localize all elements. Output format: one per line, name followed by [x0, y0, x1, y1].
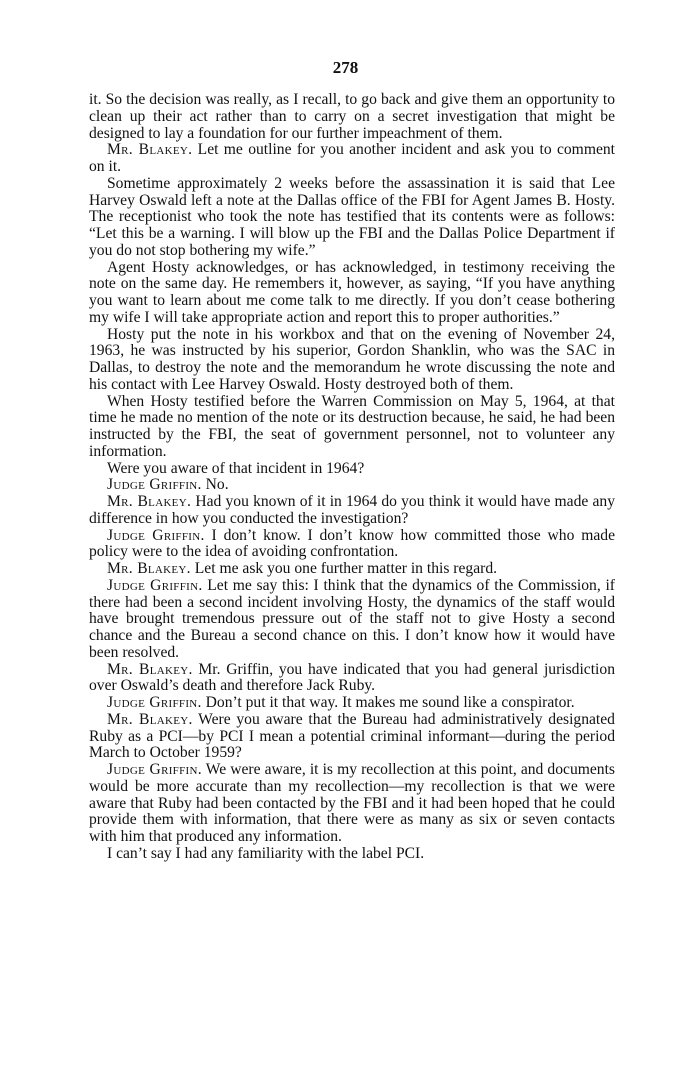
paragraph-text: I don’t know. I don’t know how committed those who made policy were to the idea of avoiding confrontation.: [89, 526, 615, 561]
paragraph-text: Were you aware of that incident in 1964?: [107, 459, 365, 477]
paragraph: [89, 327, 615, 394]
speaker-label: Judge Griffin.: [107, 576, 203, 594]
speaker-label: Mr. Blakey.: [107, 660, 193, 678]
paragraph: [89, 846, 615, 863]
paragraph: [89, 176, 615, 260]
paragraph: [89, 142, 615, 176]
paragraph: [89, 494, 615, 528]
speaker-label: Judge Griffin.: [107, 476, 202, 494]
paragraph: [89, 561, 615, 578]
paragraph-text: Were you aware that the Bureau had administratively designated Ruby as a PCI—by PCI I mean a potential criminal informant—during the period March to October 1959?: [89, 710, 615, 762]
paragraph: [89, 92, 615, 142]
paragraph: [89, 712, 615, 762]
page-number: 278: [332, 58, 359, 77]
paragraph-text: Sometime approximately 2 weeks before the assassination it is said that Lee Harvey Oswald left a note at the Dallas office of the FBI for Agent James B. Hosty. The receptionist who took the note has testified that its contents were as follows: “Let this be a warning. I will blow up the FBI and the Dallas Police Department if you do not stop bothering my wife.”: [89, 174, 615, 259]
paragraph: [89, 762, 615, 846]
paragraph-text: Had you known of it in 1964 do you think it would have made any difference in how you conducted the investigation?: [89, 493, 616, 527]
speaker-label: Judge Griffin.: [107, 761, 202, 778]
paragraph: [89, 578, 615, 662]
paragraph-text: Let me outline for you another incident and ask you to comment on it.: [89, 141, 615, 175]
paragraph: [89, 461, 615, 478]
paragraph: [89, 695, 615, 712]
speaker-label: Judge Griffin.: [107, 694, 202, 711]
transcript-body: [89, 92, 615, 863]
paragraph-text: Let me say this: I think that the dynamics of the Commission, if there had been a second incident involving Hosty, the dynamics of the staff would have brought tremendous pressure out of the staff not to give Hosty a second chance and the Bureau a second chance on this. I don’t know how it would have been resolved.: [89, 576, 615, 661]
paragraph-text: We were aware, it is my recollection at this point, and documents would be more accurate than my recollection—my recollection is that we were aware that Ruby had been contacted by the FBI and it had been hoped that he could provide them with information, that there were as many as six or seven contacts with him that produced any information.: [89, 761, 615, 845]
paragraph-text: When Hosty testified before the Warren Commission on May 5, 1964, at that time he made no mention of the note or its destruction because, he said, he had been instructed by the FBI, the seat of government personnel, not to volunteer any information.: [89, 392, 615, 460]
paragraph-text: Don’t put it that way. It makes me sound like a conspirator.: [205, 694, 575, 711]
paragraph-text: Hosty put the note in his workbox and that on the evening of November 24, 1963, he was instructed by his superior, Gordon Shanklin, who was the SAC in Dallas, to destroy the note and the memorandum he wrote discussing the note and his contact with Lee Harvey Oswald. Hosty destroyed both of them.: [89, 325, 615, 393]
paragraph-text: Mr. Griffin, you have indicated that you had general jurisdiction over Oswald’s death and therefore Jack Ruby.: [89, 660, 615, 695]
paragraph-text: I can’t say I had any familiarity with the label PCI.: [107, 844, 425, 862]
paragraph: [89, 394, 615, 461]
paragraph: [89, 662, 615, 696]
speaker-label: Judge Griffin.: [107, 526, 205, 544]
paragraph-text: Agent Hosty acknowledges, or has acknowledged, in testimony receiving the note on the same day. He remembers it, however, as saying, “If you have anything you want to learn about me come talk to me directly. If you don’t cease bothering my wife I will take appropriate action and report this to proper authorities.”: [89, 258, 615, 326]
paragraph: [89, 528, 615, 562]
speaker-label: Mr. Blakey.: [107, 710, 193, 728]
paragraph-text: No.: [205, 476, 229, 494]
speaker-label: Mr. Blakey.: [107, 141, 193, 159]
paragraph: [89, 477, 615, 494]
paragraph-text: Let me ask you one further matter in this regard.: [194, 560, 498, 577]
paragraph: [89, 260, 615, 327]
speaker-label: Mr. Blakey.: [107, 493, 192, 510]
paragraph-text: it. So the decision was really, as I recall, to go back and give them an opportunity to clean up their act rather than to carry on a secret investigation that might be designed to lay a foundation for our further impeachment of them.: [89, 91, 615, 142]
speaker-label: Mr. Blakey.: [107, 560, 191, 577]
